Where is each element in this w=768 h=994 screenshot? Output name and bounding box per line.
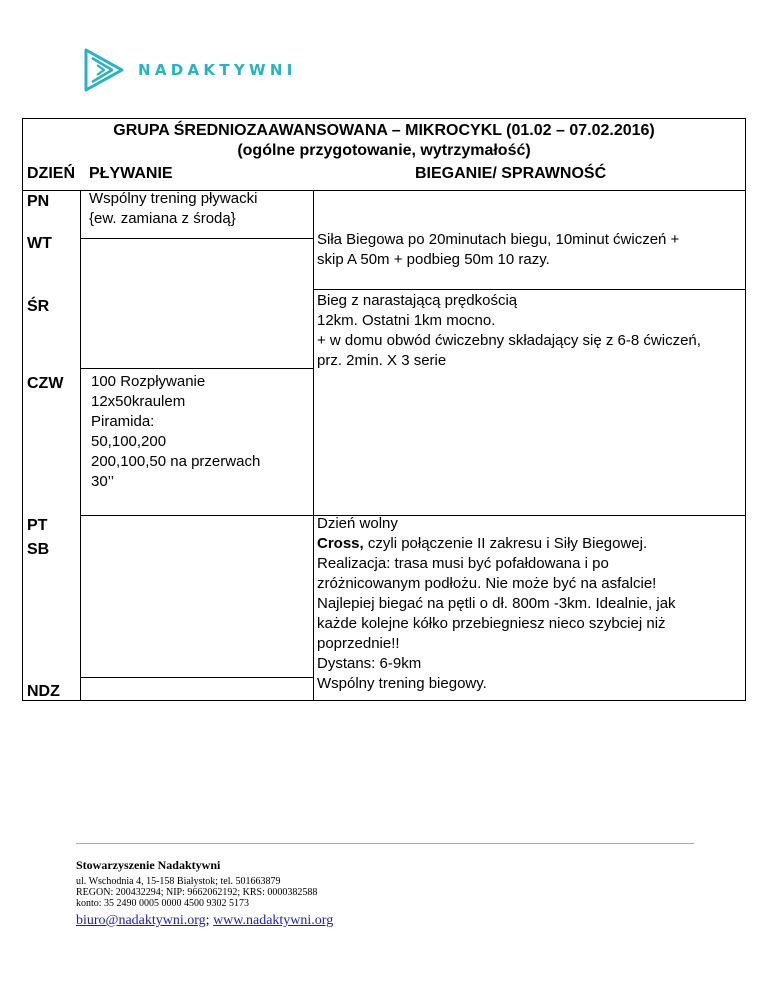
divider (80, 238, 313, 239)
day-label-pt: PT (27, 517, 48, 534)
cell-text: 12x50kraulem (91, 393, 186, 410)
link-separator: ; (205, 913, 210, 928)
cell-text: 50,100,200 (91, 433, 167, 450)
cell-text: skip A 50m + podbieg 50m 10 razy. (317, 251, 550, 268)
cell-text: 12km. Ostatni 1km mocno. (317, 312, 496, 329)
cell-text: 100 Rozpływanie (91, 373, 206, 390)
run-cell-wt (317, 230, 679, 270)
divider (80, 515, 313, 516)
email-link[interactable]: biuro@nadaktywni.org (76, 913, 206, 928)
schedule-table (22, 118, 746, 701)
footer (76, 858, 333, 930)
column-header-day: DZIEŃ (27, 165, 75, 182)
day-label-ndz: NDZ (27, 683, 60, 700)
footer-account: konto: 35 2490 0005 0000 4500 9302 5173 (76, 898, 250, 909)
cell-text: Dzień wolny (317, 515, 398, 532)
day-label-wt: WT (27, 235, 52, 252)
cell-text: Bieg z narastającą prędkością (317, 292, 518, 309)
cross-bold-text: Cross, (317, 535, 364, 552)
footer-divider (76, 843, 694, 844)
divider (80, 190, 81, 700)
day-label-pn: PN (27, 193, 50, 210)
footer-org-name: Stowarzyszenie Nadaktywni (76, 858, 221, 872)
swim-cell-czw (91, 372, 260, 492)
cell-text: Wspólny trening biegowy. (317, 675, 487, 692)
day-label-sb: SB (27, 541, 50, 558)
cell-text: prz. 2min. X 3 serie (317, 352, 447, 369)
cell-text: zróżnicowanym podłożu. Nie może być na asfalcie! (317, 575, 657, 592)
divider (313, 289, 745, 290)
footer-links (76, 912, 333, 930)
divider (80, 677, 313, 678)
divider (80, 368, 313, 369)
column-header-run: BIEGANIE/ SPRAWNOŚĆ (415, 165, 607, 182)
day-label-czw: CZW (27, 375, 64, 392)
column-header-swim: PŁYWANIE (89, 165, 173, 182)
cross-rest-text: czyli połączenie II zakresu i Siły Biegowej. (363, 535, 648, 552)
cell-text: 200,100,50 na przerwach (91, 453, 261, 470)
cell-text: Realizacja: trasa musi być pofałdowana i po (317, 555, 609, 572)
logo-text: NADAKTYWNI (138, 61, 297, 79)
cell-text: każde kolejne kółko przebiegniesz nieco szybciej niż (317, 615, 666, 632)
cell-text: 30’’ (91, 473, 115, 490)
day-label-sr: ŚR (27, 298, 50, 315)
cell-text: poprzednie!! (317, 635, 400, 652)
table-header (23, 119, 745, 163)
run-cell-pt-sb-ndz (317, 514, 676, 694)
table-title: GRUPA ŚREDNIOZAAWANSOWANA – MIKROCYKL (01.02 – 07.02.2016) (113, 122, 655, 139)
cell-text: Najlepiej biegać na pętli o dł. 800m -3km. Idealnie, jak (317, 595, 676, 612)
cell-text: + w domu obwód ćwiczebny składający się z 6-8 ćwiczeń, (317, 332, 701, 349)
footer-registration: REGON: 200432294; NIP: 9662062192; KRS: 0000382588 (76, 887, 318, 898)
table-subtitle: (ogólne przygotowanie, wytrzymałość) (237, 142, 531, 159)
cell-text: Wspólny trening pływacki (89, 190, 258, 207)
cell-text: {ew. zamiana z środą} (89, 210, 236, 227)
run-cell-sr (317, 291, 701, 371)
logo (82, 46, 297, 94)
website-link[interactable]: www.nadaktywni.org (213, 913, 334, 928)
divider (313, 190, 314, 700)
swim-cell-pn (89, 189, 257, 229)
cell-text-cross (317, 534, 676, 554)
nadaktywni-logo-icon (82, 46, 126, 94)
cell-text: Piramida: (91, 413, 155, 430)
footer-address: ul. Wschodnia 4, 15-158 Białystok; tel. 501663879 (76, 876, 281, 887)
cell-text: Siła Biegowa po 20minutach biegu, 10minut ćwiczeń + (317, 231, 680, 248)
cell-text: Dystans: 6-9km (317, 655, 422, 672)
